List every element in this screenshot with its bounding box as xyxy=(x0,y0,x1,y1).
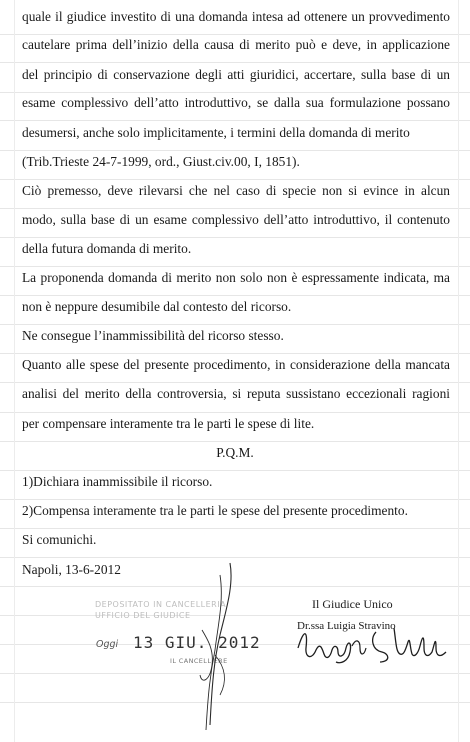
text-line: della futura domanda di merito. xyxy=(22,241,192,256)
judge-title: Il Giudice Unico xyxy=(312,597,393,611)
clerk-signature xyxy=(190,555,250,735)
text-line: Ciò premesso, deve rilevarsi che nel caso di specie non si evince in alcun xyxy=(22,183,450,198)
closing-line: Si comunichi. xyxy=(22,532,97,547)
text-line: Quanto alle spese del presente procedimento, in considerazione della mancata xyxy=(22,357,450,372)
text-line: quale il giudice investito di una domanda intesa ad ottenere un provvedimento xyxy=(22,9,450,24)
text-line: cautelare prima dell’inizio della causa di merito può e deve, in applicazione xyxy=(22,37,450,52)
stamp-oggi: Oggi xyxy=(96,639,119,650)
place-date: Napoli, 13-6-2012 xyxy=(22,562,121,577)
text-line: analisi del merito della controversia, si reputa sussistano eccezionali ragioni xyxy=(22,386,450,401)
text-line: Ne consegue l’inammissibilità del ricorso stesso. xyxy=(22,328,284,343)
text-line: modo, sulla base di un esame complessivo dell’atto introduttivo, il contenuto xyxy=(22,212,450,227)
faded-stamp-text: UFFICIO DEL GIUDICE xyxy=(95,611,191,620)
pqm-heading: P.Q.M. xyxy=(216,445,254,460)
judge-signature xyxy=(290,618,460,668)
order-item: 2)Compensa interamente tra le parti le spese del presente procedimento. xyxy=(22,503,408,518)
text-line: desumersi, anche solo implicitamente, i termini della domanda di merito xyxy=(22,125,410,140)
order-item: 1)Dichiara inammissibile il ricorso. xyxy=(22,474,213,489)
text-line: per compensare interamente tra le parti le spese di lite. xyxy=(22,416,315,431)
text-line: del principio di conservazione degli atti giuridici, accertare, sulla base di un xyxy=(22,67,450,82)
stamp-date: 13 GIU. 2012 xyxy=(133,633,261,652)
faded-stamp-text: DEPOSITATO IN CANCELLERIA xyxy=(95,600,227,609)
citation: (Trib.Trieste 24-7-1999, ord., Giust.civ.00, I, 1851). xyxy=(22,154,300,169)
judge-name: Dr.ssa Luigia Stravino xyxy=(297,620,396,632)
text-line: non è neppure desumibile dal contesto del ricorso. xyxy=(22,299,292,314)
stamp-cancelliere: IL CANCELLIERE xyxy=(170,657,228,665)
text-line: esame complessivo dell’atto introduttivo, se dalla sua formulazione possano xyxy=(22,95,450,110)
text-line: La proponenda domanda di merito non solo non è espressamente indicata, ma xyxy=(22,270,450,285)
